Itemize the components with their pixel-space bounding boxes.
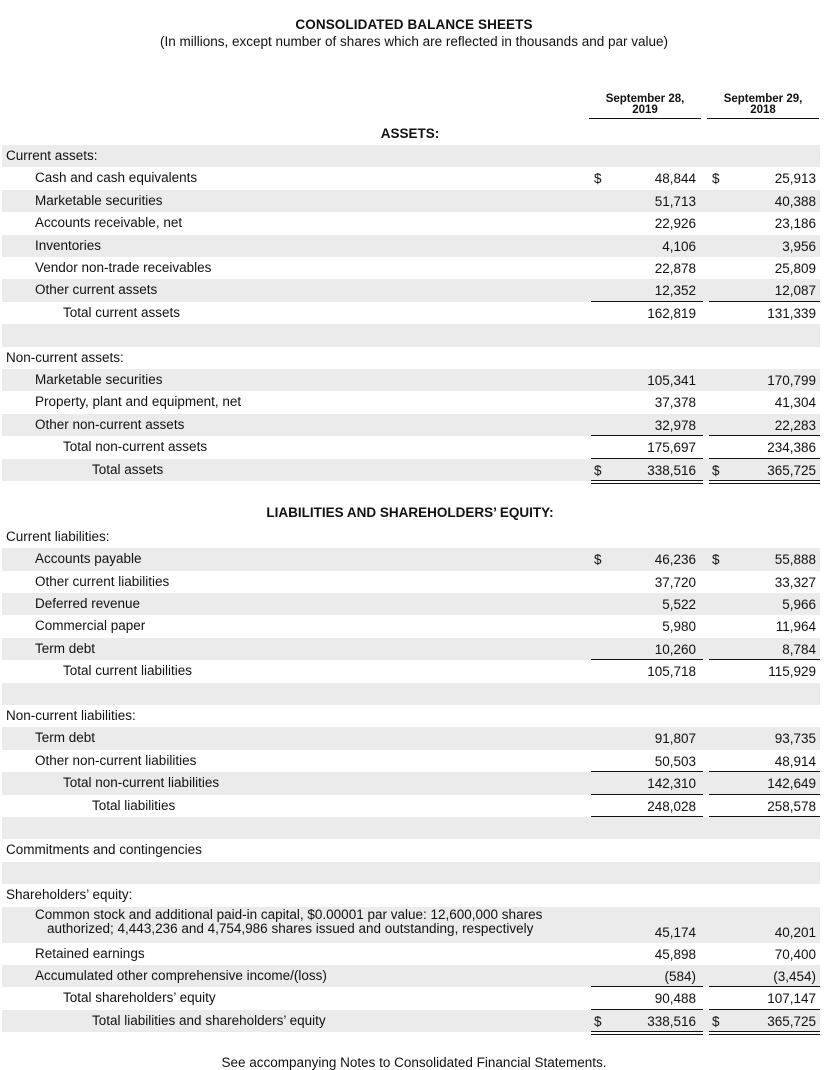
value-2019: 248,028	[647, 798, 696, 814]
value-2018: 33,327	[774, 574, 816, 590]
table-row	[2, 235, 820, 257]
row-label	[35, 642, 95, 656]
table-row	[2, 795, 820, 817]
row-label-text: Total liabilities	[92, 797, 176, 813]
section-heading-liabilities: LIABILITIES AND SHAREHOLDERS’ EQUITY:	[266, 505, 554, 521]
value-2018: 25,809	[774, 261, 816, 276]
table-row	[2, 1010, 820, 1032]
table-row	[2, 638, 820, 660]
row-label	[35, 754, 196, 768]
row-label-text: Total non-current liabilities	[63, 775, 220, 791]
value-2018: 11,964	[775, 619, 816, 635]
value-2018: 107,147	[767, 991, 816, 1007]
row-label	[35, 373, 163, 387]
row-label	[35, 597, 140, 611]
value-2019: 10,260	[654, 641, 696, 657]
value-2018: 365,725	[767, 462, 816, 478]
row-label	[35, 261, 211, 275]
row-label	[6, 843, 202, 857]
spacer-row	[2, 683, 820, 705]
table-row	[2, 190, 820, 212]
table-row	[2, 727, 820, 749]
row-label	[6, 530, 110, 544]
table-row	[2, 414, 820, 436]
value-2018: (3,454)	[773, 969, 816, 984]
row-label-text: Marketable securities	[35, 372, 163, 387]
row-label-text: Common stock and additional paid-in capital, $0.00001 par value: 12,600,000 shares	[35, 906, 543, 922]
value-2019: 22,878	[654, 261, 696, 276]
row-label	[6, 351, 124, 365]
table-row	[2, 391, 820, 413]
row-label-text: Deferred revenue	[35, 596, 141, 611]
spacer-row	[2, 481, 820, 503]
row-label-text: Total liabilities and shareholders’ equity	[92, 1012, 326, 1028]
table-row	[2, 145, 820, 167]
value-2019: 105,718	[647, 664, 696, 680]
row-label	[63, 664, 192, 678]
row-label	[35, 216, 182, 230]
value-2018: 93,735	[774, 731, 816, 747]
row-label-text: Total non-current assets	[63, 439, 208, 455]
row-label	[35, 194, 163, 208]
value-2019: 175,697	[647, 440, 696, 456]
row-label	[35, 731, 95, 745]
row-label-text: Current assets:	[6, 148, 98, 163]
page-title: CONSOLIDATED BALANCE SHEETS	[295, 17, 533, 32]
value-2018: 170,799	[767, 373, 816, 388]
page-subtitle: (In millions, except number of shares which are reflected in thousands and par value)	[159, 34, 669, 49]
currency-symbol: $	[712, 552, 720, 568]
column-header-2018-line2: 2018	[750, 104, 776, 116]
row-label	[35, 239, 101, 253]
row-label-text: Other current liabilities	[35, 573, 170, 589]
row-label	[35, 283, 157, 297]
row-label-text: Current liabilities:	[6, 528, 110, 544]
row-label	[35, 619, 145, 633]
value-2018: 365,725	[767, 1013, 816, 1029]
currency-symbol: $	[594, 171, 602, 187]
column-header-2018-line1: September 29,	[723, 93, 803, 105]
row-label-text: Non-current assets:	[6, 349, 124, 365]
row-label-text: Accounts payable	[35, 551, 142, 567]
spacer-row	[2, 324, 820, 346]
row-label	[92, 1014, 326, 1028]
row-label	[92, 799, 175, 813]
underline-rule	[709, 1034, 820, 1035]
value-2019: 5,522	[662, 597, 696, 612]
table-row	[2, 526, 820, 548]
table-row	[2, 257, 820, 279]
row-label-text: Vendor non-trade receivables	[35, 260, 212, 275]
row-label	[63, 991, 216, 1005]
row-label	[63, 306, 180, 320]
section-heading-assets: ASSETS:	[380, 126, 440, 141]
currency-symbol: $	[712, 462, 720, 478]
row-label-text: Term debt	[35, 640, 96, 656]
row-label-text: Accumulated other comprehensive income/(loss)	[35, 968, 327, 983]
table-row	[2, 884, 820, 906]
table-row	[2, 212, 820, 234]
value-2019: (584)	[664, 969, 696, 984]
table-row	[2, 987, 820, 1009]
row-label-text: Term debt	[35, 730, 96, 746]
value-2018: 258,578	[767, 798, 816, 814]
row-label	[6, 149, 98, 163]
row-label	[35, 947, 145, 961]
table-row	[2, 167, 820, 189]
table-row	[2, 965, 820, 987]
row-label-text: Inventories	[35, 237, 102, 253]
value-2018: 3,956	[782, 238, 816, 254]
table-row	[2, 436, 820, 458]
value-2018: 70,400	[774, 946, 816, 962]
value-2019: 45,174	[654, 924, 696, 940]
row-label-text: Other non-current liabilities	[35, 752, 197, 768]
row-label-text: Shareholders’ equity:	[6, 887, 133, 903]
row-label-text: Non-current liabilities:	[6, 708, 136, 723]
value-2018: 5,966	[782, 597, 816, 612]
row-label	[35, 969, 327, 983]
table-row	[2, 548, 820, 570]
value-2019: 48,844	[654, 171, 696, 187]
row-label-text: Total assets	[92, 461, 164, 477]
currency-symbol: $	[712, 1013, 720, 1029]
table-row	[2, 705, 820, 727]
table-row	[2, 750, 820, 772]
table-row	[2, 347, 820, 369]
row-label	[92, 463, 163, 477]
row-label-text: Total current assets	[63, 304, 181, 320]
table-row	[2, 907, 820, 943]
currency-symbol: $	[594, 1013, 602, 1029]
row-label	[35, 552, 142, 566]
underline-rule	[591, 1031, 703, 1032]
value-2019: 37,720	[654, 574, 696, 590]
row-label-text: Retained earnings	[35, 945, 145, 961]
row-label-text: Marketable securities	[35, 192, 163, 208]
row-label	[6, 709, 136, 723]
value-2019: 12,352	[654, 283, 696, 299]
row-label-text-continued: authorized; 4,443,236 and 4,754,986 shares issued and outstanding, respectively	[47, 920, 534, 936]
value-2019: 37,378	[654, 395, 696, 411]
value-2019: 4,106	[662, 238, 696, 254]
table-row	[2, 660, 820, 682]
row-label-text: Other non-current assets	[35, 416, 185, 432]
value-2018: 142,649	[767, 776, 816, 792]
table-row	[2, 593, 820, 615]
value-2018: 55,888	[774, 552, 816, 568]
value-2018: 23,186	[774, 216, 816, 232]
row-label	[63, 776, 219, 790]
value-2018: 22,283	[774, 417, 816, 433]
value-2018: 12,087	[774, 283, 816, 299]
value-2019: 105,341	[647, 373, 696, 388]
row-label	[6, 888, 132, 902]
value-2019: 45,898	[654, 946, 696, 962]
row-label-text: Total current liabilities	[63, 663, 193, 679]
value-2018: 25,913	[774, 171, 816, 187]
row-label	[35, 418, 184, 432]
table-row	[2, 279, 820, 301]
value-2018: 40,201	[774, 924, 816, 940]
column-header-2019-line1: September 28,	[605, 93, 685, 105]
currency-symbol: $	[594, 462, 602, 478]
value-2019: 338,516	[647, 1013, 696, 1029]
value-2019: 32,978	[654, 417, 696, 433]
value-2018: 115,929	[768, 664, 816, 680]
row-label-text: Commercial paper	[35, 618, 146, 634]
underline-rule	[709, 1031, 820, 1032]
value-2019: 5,980	[662, 619, 696, 635]
table-row	[2, 839, 820, 861]
column-header-2019-line2: 2019	[632, 104, 658, 116]
value-2018: 8,784	[782, 641, 816, 657]
currency-symbol: $	[712, 171, 720, 187]
row-label	[35, 171, 197, 185]
currency-symbol: $	[594, 552, 602, 568]
value-2019: 50,503	[654, 753, 696, 769]
value-2019: 338,516	[647, 462, 696, 478]
spacer-row	[2, 817, 820, 839]
row-label-text: Other current assets	[35, 282, 158, 298]
value-2019: 90,488	[654, 991, 696, 1007]
value-2018: 48,914	[774, 753, 816, 769]
footnote: See accompanying Notes to Consolidated Financial Statements.	[221, 1055, 607, 1070]
value-2019: 51,713	[654, 193, 696, 209]
row-label	[35, 908, 542, 936]
value-2018: 41,304	[774, 395, 816, 411]
table-row	[2, 615, 820, 637]
row-label-text: Property, plant and equipment, net	[35, 394, 242, 410]
row-label-text: Total shareholders’ equity	[63, 990, 216, 1006]
spacer-row	[2, 862, 820, 884]
table-row	[2, 369, 820, 391]
value-2019: 22,926	[654, 216, 696, 232]
table-row	[2, 943, 820, 965]
value-2018: 234,386	[767, 440, 816, 456]
row-label	[35, 395, 241, 409]
table-row	[2, 459, 820, 481]
row-label-text: Accounts receivable, net	[35, 215, 183, 231]
value-2018: 40,388	[774, 193, 816, 209]
value-2019: 142,310	[647, 776, 696, 792]
table-row	[2, 772, 820, 794]
value-2018: 131,339	[767, 305, 816, 321]
value-2019: 91,807	[654, 731, 696, 747]
value-2019: 162,819	[647, 305, 696, 321]
row-label-text: Commitments and contingencies	[6, 842, 202, 858]
underline-rule	[591, 1034, 703, 1035]
row-label-text: Cash and cash equivalents	[35, 170, 198, 186]
row-label	[63, 440, 207, 454]
table-row	[2, 302, 820, 324]
value-2019: 46,236	[654, 552, 696, 568]
table-row	[2, 571, 820, 593]
row-label	[35, 575, 169, 589]
